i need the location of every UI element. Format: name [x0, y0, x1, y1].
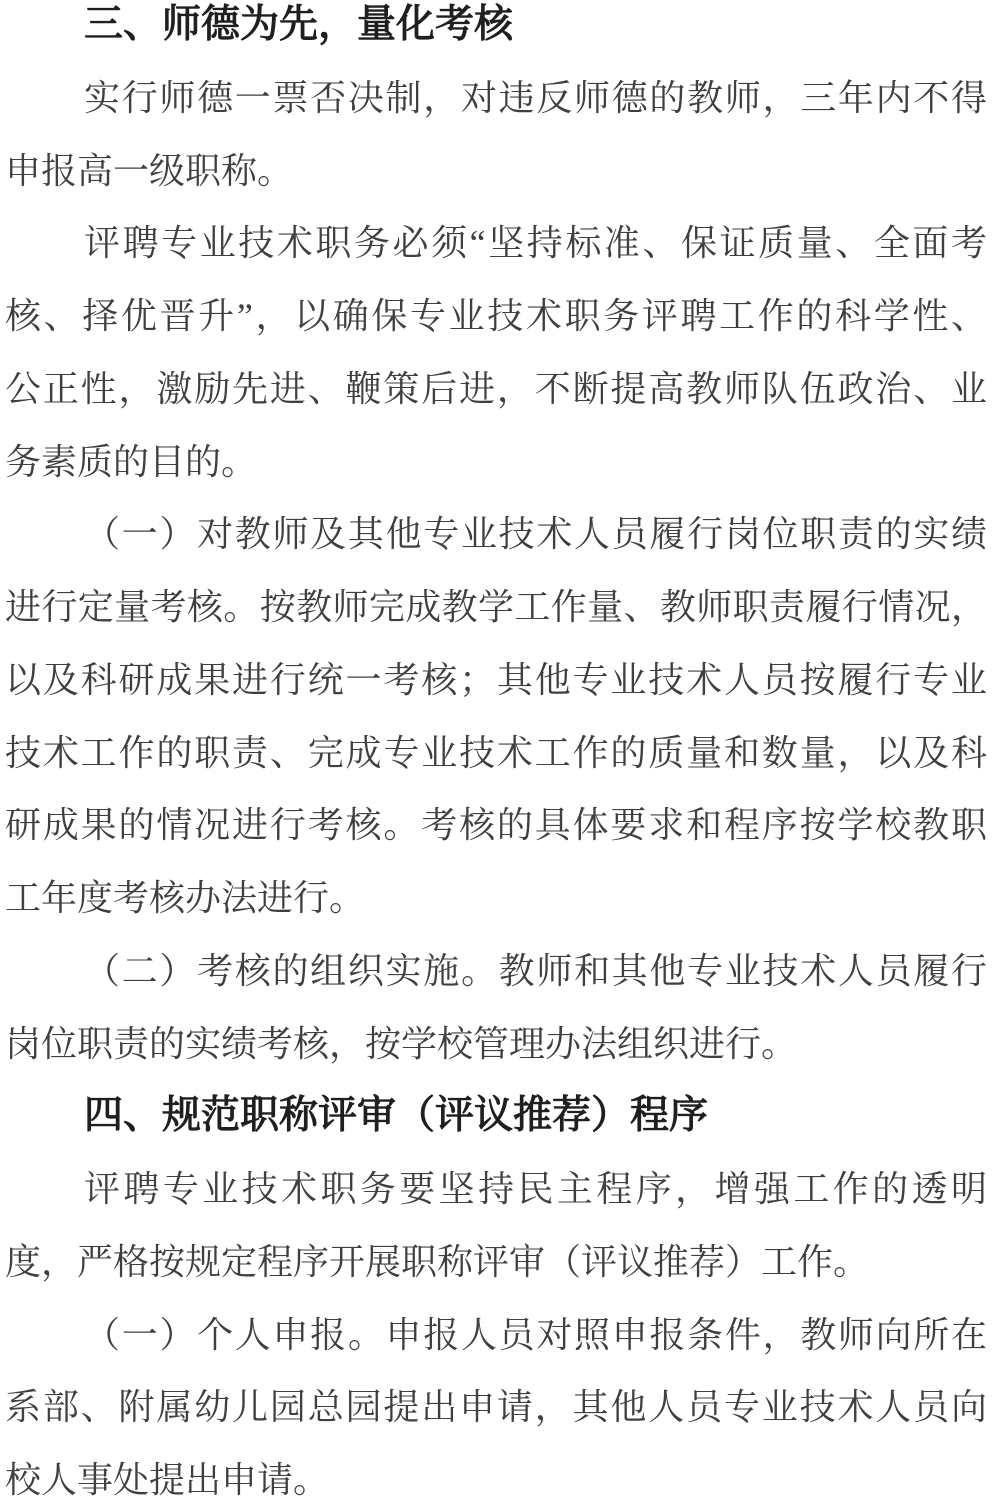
- paragraph-line: 度，严格按规定程序开展职称评审（评议推荐）工作。: [5, 1241, 870, 1282]
- paragraph-line: 技术工作的职责、完成专业技术工作的质量和数量，以及科: [5, 732, 987, 773]
- paragraph-line: 公正性，激励先进、鞭策后进，不断提高教师队伍政治、业: [5, 368, 987, 409]
- paragraph-line: 核、择优晋升”，以确保专业技术职务评聘工作的科学性、: [5, 296, 987, 336]
- paragraph-line: 校人事处提出申请。: [5, 1460, 330, 1500]
- paragraph-line: （一）个人申报。申报人员对照申报条件，教师向所在: [84, 1314, 987, 1355]
- paragraph-line: 工年度考核办法进行。: [5, 878, 366, 918]
- paragraph-line: 系部、附属幼儿园总园提出申请，其他人员专业技术人员向: [5, 1387, 987, 1428]
- paragraph-line: 实行师德一票否决制，对违反师德的教师，三年内不得: [84, 77, 987, 118]
- paragraph-line: 岗位职责的实绩考核，按学校管理办法组织进行。: [5, 1023, 798, 1064]
- paragraph-line: 研成果的情况进行考核。考核的具体要求和程序按学校教职: [5, 805, 987, 846]
- paragraph-line: 进行定量考核。按教师完成教学工作量、教师职责履行情况，: [5, 587, 987, 627]
- paragraph-line: 评聘专业技术职务必须“坚持标准、保证质量、全面考: [84, 223, 987, 264]
- section-heading-4: 四、规范职称评审（评议推荐）程序: [84, 1094, 709, 1138]
- paragraph-line: 申报高一级职称。: [5, 150, 294, 191]
- paragraph-line: 评聘专业技术职务要坚持民主程序，增强工作的透明: [84, 1169, 987, 1209]
- paragraph-line: （一）对教师及其他专业技术人员履行岗位职责的实绩: [84, 514, 987, 555]
- paragraph-line: 以及科研成果进行统一考核；其他专业技术人员按履行专业: [5, 659, 987, 700]
- paragraph-line: （二）考核的组织实施。教师和其他专业技术人员履行: [84, 950, 987, 991]
- paragraph-line: 务素质的目的。: [5, 441, 258, 482]
- section-heading-3: 三、师德为先，量化考核: [84, 3, 514, 46]
